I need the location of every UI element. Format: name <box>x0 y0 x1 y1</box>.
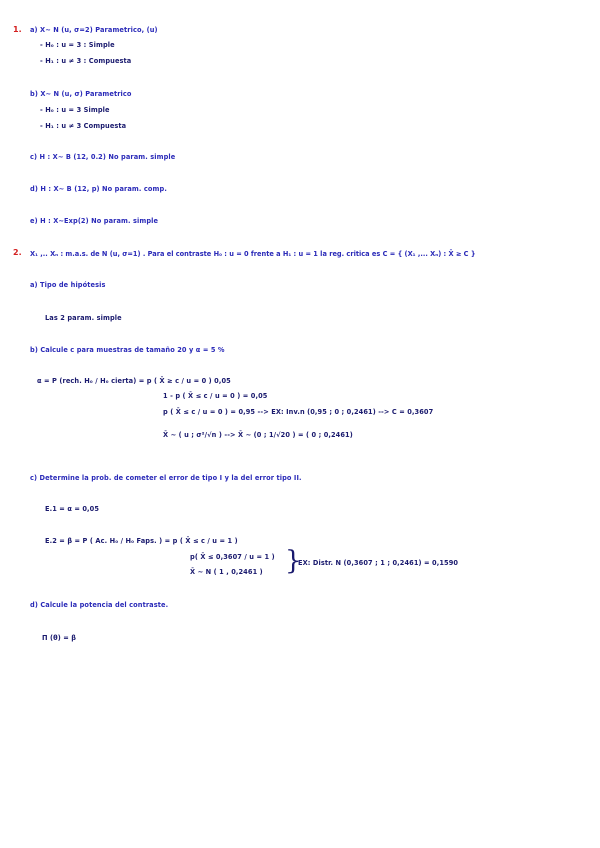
s2-c-e2c: X̄ ~ N ( 1 , 0,2461 ) <box>190 568 263 576</box>
s2-statement: X₁ ,.. Xₙ : m.a.s. de N (u, σ=1) . Para el contraste H₀ : u = 0 frente a H₁ : u = 1 la reg. critica es C = { (X₁ ,... Xₙ) : X̄ ≥ C } <box>30 250 476 258</box>
s2-b-head: b) Calcule c para muestras de tamaño 20 y α = 5 % <box>30 346 225 354</box>
s2-a-body: Las 2 param. simple <box>45 314 122 322</box>
s1-b-head: b) X~ N (u, σ) Parametrico <box>30 90 132 98</box>
section-1-number: 1. <box>13 25 22 34</box>
s1-e: e) H : X~Exp(2) No param. simple <box>30 217 159 225</box>
right-brace: } <box>285 546 302 576</box>
s1-d: d) H : X~ B (12, p) No param. comp. <box>30 185 167 193</box>
s2-b-line1: α = P (rech. H₀ / H₀ cierta) = p ( X̄ ≥ c / u = 0 ) 0,05 <box>37 377 231 385</box>
s2-b-line3: p ( X̄ ≤ c / u = 0 ) = 0,95 --> EX: Inv.n (0,95 ; 0 ; 0,2461) --> C = 0,3607 <box>163 408 434 416</box>
s2-d-body: Π (θ) = β <box>42 634 77 642</box>
s2-c-head: c) Determine la prob. de cometer el error de tipo I y la del error tipo II. <box>30 474 302 482</box>
s2-c-e2b: p( X̄ ≤ 0,3607 / u = 1 ) <box>190 553 275 561</box>
s2-d-head: d) Calcule la potencia del contraste. <box>30 601 169 609</box>
section-2-number: 2. <box>13 248 22 257</box>
s2-c-result: EX: Distr. N (0,3607 ; 1 ; 0,2461) = 0,1590 <box>298 559 459 567</box>
s2-c-e1: E.1 = α = 0,05 <box>45 505 100 513</box>
s1-a-h0: - H₀ : u = 3 : Simple <box>40 41 115 49</box>
s2-a-head: a) Tipo de hipótesis <box>30 281 106 289</box>
s1-a-head: a) X~ N (u, σ=2) Parametrico, (u) <box>30 26 158 34</box>
s2-b-line4: X̄ ~ ( u ; σ²/√n ) --> X̄ ~ (0 ; 1/√20 ) = ( 0 ; 0,2461) <box>163 431 353 439</box>
s1-b-h1: - H₁ : u ≠ 3 Compuesta <box>40 122 127 130</box>
s1-b-h0: - H₀ : u = 3 Simple <box>40 106 110 114</box>
s2-b-line2: 1 - p ( X̄ ≤ c / u = 0 ) = 0,05 <box>163 392 268 400</box>
s2-c-e2: E.2 = β = P ( Ac. H₀ / H₀ Faps. ) = p ( X̄ ≤ c / u = 1 ) <box>45 537 238 545</box>
s1-a-h1: - H₁ : u ≠ 3 : Compuesta <box>40 57 132 65</box>
s1-c: c) H : X~ B (12, 0.2) No param. simple <box>30 153 176 161</box>
